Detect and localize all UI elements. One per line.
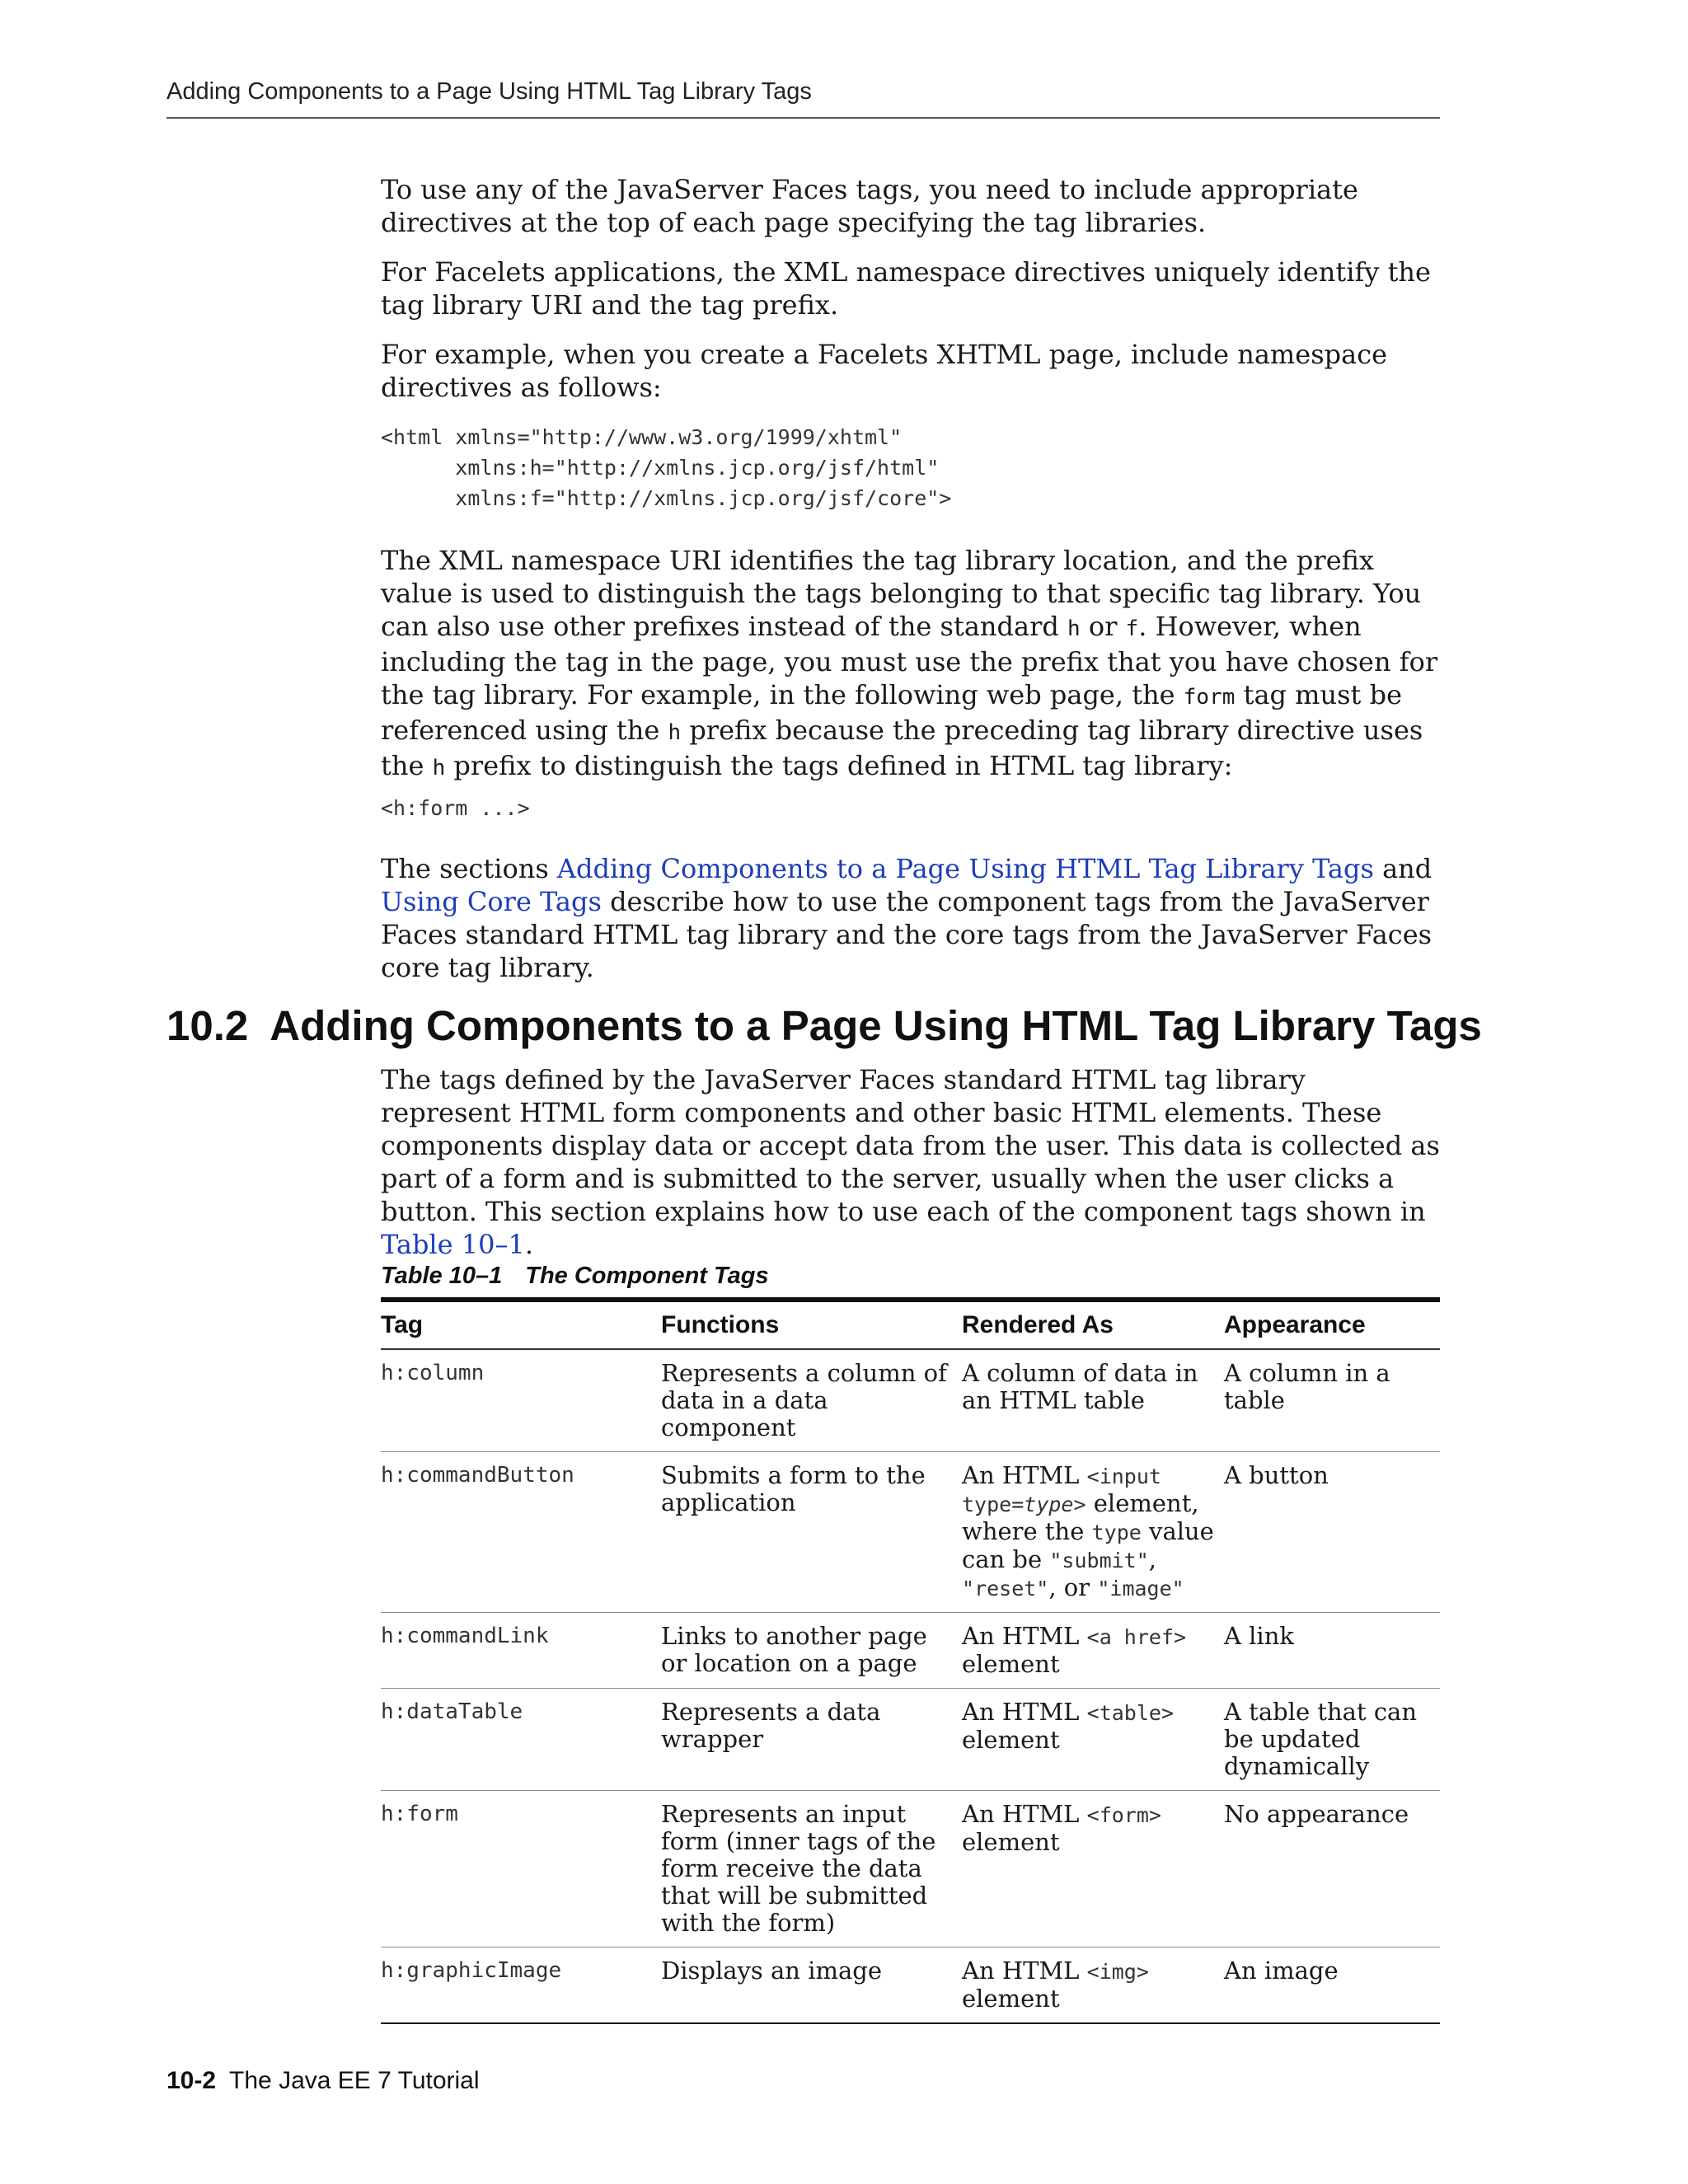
text-run: element, where the bbox=[962, 1489, 1199, 1545]
intro-paragraph-3: For example, when you create a Facelets XHTML page, include namespace directives as follows: bbox=[381, 339, 1388, 403]
text-run: . However, when including the tag in the page, you must use the prefix that you have chosen for the tag library. For example, in the following web page, the bbox=[381, 611, 1438, 710]
cell-appearance: A column in a table bbox=[1224, 1349, 1440, 1452]
text-run: or bbox=[1080, 611, 1126, 642]
inline-code: type bbox=[1091, 1521, 1142, 1544]
code-block-form: <h:form ...> bbox=[381, 796, 530, 820]
text-run: element bbox=[962, 1650, 1060, 1678]
intro-paragraph-1: To use any of the JavaServer Faces tags, you need to include appropriate directives at the top of each page specifying the tag libraries. bbox=[381, 174, 1358, 238]
inline-code: <a href> bbox=[1086, 1625, 1187, 1649]
table-caption-number: Table 10–1 bbox=[381, 1263, 503, 1289]
book-title: The Java EE 7 Tutorial bbox=[229, 2067, 480, 2094]
cell-tag: h:form bbox=[381, 1791, 661, 1947]
inline-code-italic: type bbox=[1024, 1493, 1074, 1516]
text-run: An HTML bbox=[962, 1800, 1087, 1828]
text-run: , bbox=[1148, 1545, 1157, 1573]
link-table-10-1[interactable]: Table 10–1 bbox=[381, 1229, 525, 1260]
namespace-code-example bbox=[381, 422, 1440, 513]
inline-code: "image" bbox=[1097, 1577, 1184, 1601]
cell-tag: h:commandButton bbox=[381, 1452, 661, 1613]
cell-rendered bbox=[962, 1791, 1224, 1947]
section-intro bbox=[381, 1063, 1440, 1277]
cell-function: Displays an image bbox=[661, 1947, 962, 2024]
text-run: An HTML bbox=[962, 1957, 1087, 1985]
table-row bbox=[381, 1689, 1440, 1791]
text-run: element bbox=[962, 1828, 1060, 1856]
intro-paragraph-5 bbox=[381, 852, 1440, 984]
header-functions: Functions bbox=[661, 1300, 962, 1349]
cell-rendered: A column of data in an HTML table bbox=[962, 1349, 1224, 1452]
code-block-namespaces: <html xmlns="http://www.w3.org/1999/xhtml" xmlns:h="http://xmlns.jcp.org/jsf/html" xmlns:f="http://xmlns.jcp.org/jsf/core"> bbox=[381, 425, 952, 510]
cell-rendered bbox=[962, 1947, 1224, 2024]
table-header-row bbox=[381, 1300, 1440, 1349]
cell-tag: h:commandLink bbox=[381, 1613, 661, 1689]
cell-appearance: No appearance bbox=[1224, 1791, 1440, 1947]
component-tags-table bbox=[381, 1297, 1440, 2024]
cell-rendered bbox=[962, 1613, 1224, 1689]
text-run: The XML namespace URI identifies the tag library location, and the prefix value is used to distinguish the tags belonging to that specific tag library. You can also use other prefixes instead of the standard bbox=[381, 545, 1422, 642]
cell-rendered bbox=[962, 1689, 1224, 1791]
table-row bbox=[381, 1613, 1440, 1689]
text-run: . bbox=[524, 1229, 534, 1260]
inline-code: <img> bbox=[1086, 1960, 1149, 1984]
text-run: prefix because the preceding tag library directive uses the bbox=[381, 715, 1423, 781]
link-html-tag-library-section[interactable]: Adding Components to a Page Using HTML Tag Library Tags bbox=[556, 853, 1374, 884]
page-number: 10-2 bbox=[166, 2067, 217, 2094]
table-row bbox=[381, 1452, 1440, 1613]
text-run: An HTML bbox=[962, 1622, 1087, 1650]
table-caption bbox=[381, 1259, 769, 1292]
text-run: The sections bbox=[381, 853, 557, 884]
section-paragraph bbox=[381, 1063, 1440, 1261]
text-run: element bbox=[962, 1726, 1060, 1754]
text-run: The tags defined by the JavaServer Faces standard HTML tag library represent HTML form components and other basic HTML elements. These components display data or accept data from the user. This data is collected as part of a form and is submitted to the server, usually when the user clicks a button. This section explains how to use each of the component tags shown in bbox=[381, 1064, 1440, 1227]
form-code-example bbox=[381, 793, 1440, 823]
text-run: An HTML bbox=[962, 1698, 1087, 1726]
cell-appearance: A link bbox=[1224, 1613, 1440, 1689]
inline-code: <input type= bbox=[962, 1465, 1161, 1516]
sections-reference bbox=[381, 852, 1440, 1001]
text-run: value can be bbox=[962, 1517, 1214, 1573]
text-run: element bbox=[962, 1985, 1060, 2013]
cell-tag: h:graphicImage bbox=[381, 1947, 661, 2024]
text-run: , or bbox=[1048, 1573, 1098, 1601]
text-run: and bbox=[1373, 853, 1432, 884]
cell-function: Represents a column of data in a data component bbox=[661, 1349, 962, 1452]
intro-paragraphs bbox=[381, 173, 1440, 420]
table-row bbox=[381, 1349, 1440, 1452]
inline-code: h bbox=[432, 756, 446, 780]
cell-function: Submits a form to the application bbox=[661, 1452, 962, 1613]
cell-appearance: A table that can be updated dynamically bbox=[1224, 1689, 1440, 1791]
inline-code: form bbox=[1183, 685, 1236, 710]
page-footer bbox=[166, 2064, 480, 2097]
inline-code: h bbox=[668, 720, 682, 745]
prefix-explanation bbox=[381, 544, 1440, 801]
text-run: tag must be referenced using the bbox=[381, 679, 1402, 746]
cell-function: Represents an input form (inner tags of the form receive the data that will be submitted with the form) bbox=[661, 1791, 962, 1947]
text-run: An HTML bbox=[962, 1461, 1087, 1489]
text-run: describe how to use the component tags from the JavaServer Faces standard HTML tag library and the core tags from the JavaServer Faces core tag library. bbox=[381, 886, 1432, 983]
text-run: prefix to distinguish the tags defined in HTML tag library: bbox=[445, 750, 1233, 781]
inline-code: <table> bbox=[1086, 1701, 1175, 1725]
cell-appearance: An image bbox=[1224, 1947, 1440, 2024]
header-appearance: Appearance bbox=[1224, 1300, 1440, 1349]
link-core-tags-section[interactable]: Using Core Tags bbox=[381, 886, 602, 917]
inline-code: "reset" bbox=[962, 1577, 1049, 1601]
inline-code: f bbox=[1125, 616, 1139, 641]
table-caption-title: The Component Tags bbox=[525, 1263, 769, 1289]
cell-function: Represents a data wrapper bbox=[661, 1689, 962, 1791]
cell-function: Links to another page or location on a page bbox=[661, 1613, 962, 1689]
cell-appearance: A button bbox=[1224, 1452, 1440, 1613]
running-header-title: Adding Components to a Page Using HTML Tag Library Tags bbox=[166, 78, 812, 105]
cell-tag: h:dataTable bbox=[381, 1689, 661, 1791]
cell-tag: h:column bbox=[381, 1349, 661, 1452]
table-row bbox=[381, 1791, 1440, 1947]
inline-code: h bbox=[1067, 616, 1081, 641]
inline-code: <form> bbox=[1086, 1803, 1161, 1827]
section-heading bbox=[166, 999, 1482, 1053]
inline-code: "submit" bbox=[1049, 1549, 1149, 1572]
intro-paragraph-4 bbox=[381, 544, 1440, 785]
table-row bbox=[381, 1947, 1440, 2024]
running-header bbox=[166, 74, 1440, 119]
header-rendered-as: Rendered As bbox=[962, 1300, 1224, 1349]
intro-paragraph-2: For Facelets applications, the XML namespace directives uniquely identify the tag library URI and the tag prefix. bbox=[381, 256, 1431, 321]
cell-rendered bbox=[962, 1452, 1224, 1613]
section-number: 10.2 bbox=[166, 1002, 249, 1049]
header-tag: Tag bbox=[381, 1300, 661, 1349]
inline-code: > bbox=[1073, 1493, 1086, 1516]
section-title: Adding Components to a Page Using HTML Tag Library Tags bbox=[270, 1002, 1482, 1049]
